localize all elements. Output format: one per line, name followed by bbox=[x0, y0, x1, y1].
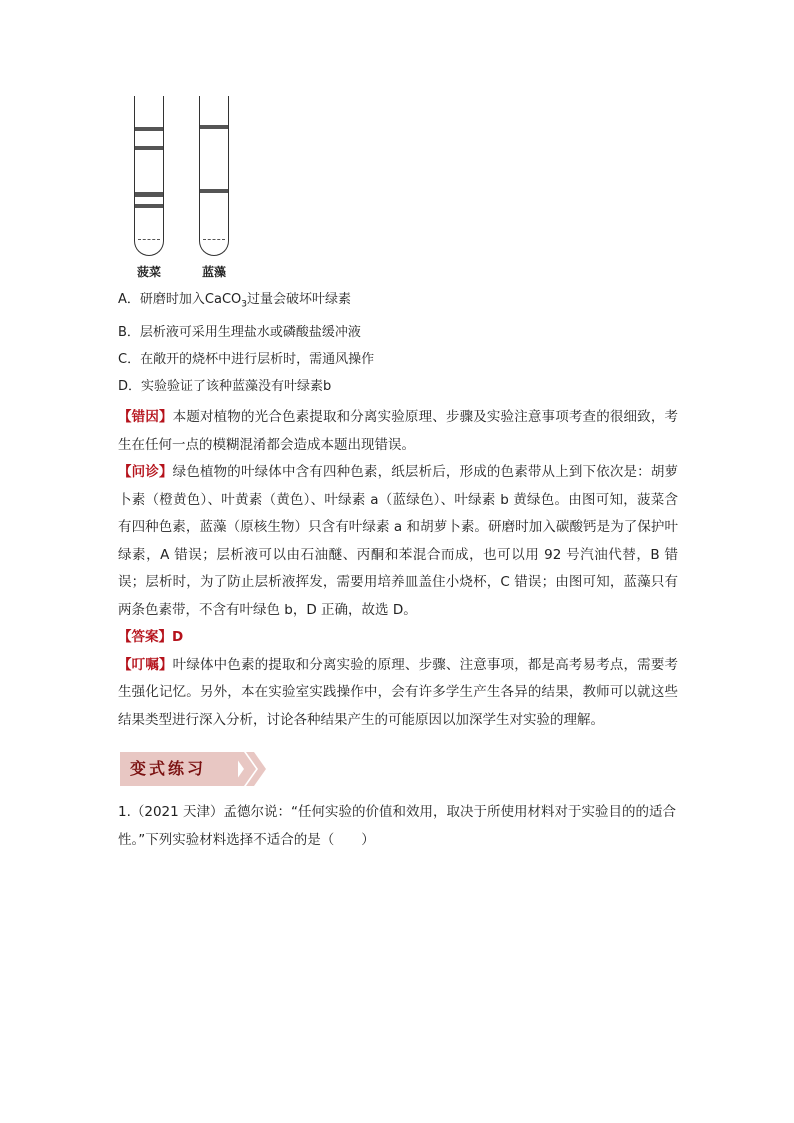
pigment-band bbox=[135, 146, 163, 150]
liquid-level bbox=[138, 239, 160, 240]
pigment-band bbox=[200, 125, 228, 129]
test-tube-figure bbox=[128, 96, 248, 286]
cyanobacteria-label: 蓝藻 bbox=[201, 265, 226, 279]
spinach-tube bbox=[134, 96, 164, 256]
pigment-band bbox=[135, 192, 163, 197]
answer: 【答案】D bbox=[118, 629, 184, 645]
banner-title: 变式练习 bbox=[120, 752, 238, 786]
analysis-section bbox=[118, 404, 678, 734]
liquid-level bbox=[203, 239, 225, 240]
error-cause: 【错因】本题对植物的光合色素提取和分离实验原理、步骤及实验注意事项考查的很细致，考生在任何一点的模糊混淆都会造成本题出现错误。 bbox=[118, 409, 679, 453]
chevron-arrow-icon bbox=[232, 752, 270, 786]
option-a: A．研磨时加入CaCO$_3$过量会破坏叶绿素 bbox=[118, 292, 352, 310]
option-c: C．在敞开的烧杯中进行层析时，需通风操作 bbox=[118, 351, 375, 367]
pigment-band bbox=[135, 204, 163, 208]
section-banner bbox=[120, 752, 270, 786]
cyanobacteria-tube bbox=[199, 96, 229, 256]
diagnosis: 【问诊】绿色植物的叶绿体中含有四种色素，纸层析后，形成的色素带从上到下依次是：胡萝卜素（橙黄色）、叶黄素（黄色）、叶绿素 a（蓝绿色）、叶绿素 b 黄绿色。由图可知，菠菜含有四种色素，蓝藻（原核生物）只含有叶绿素 a 和胡萝卜素。研磨时加入碳酸钙是为了保护叶绿素，A 错误；层析液可以由石油醚、丙酮和苯混合而成，也可以用 92 号汽油代替，B 错误；层析时，为了防止层析液挥发，需要用培养皿盖住小烧杯，C 错误；由图可知，蓝藻只有两条色素带，不含有叶绿色 b，D 正确，故选 D。 bbox=[118, 464, 679, 618]
pigment-band bbox=[135, 127, 163, 131]
reminder: 【叮嘱】叶绿体中色素的提取和分离实验的原理、步骤、注意事项，都是高考易考点，需要考生强化记忆。另外，本在实验室实践操作中，会有许多学生产生各异的结果，教师可以就这些结果类型进行深入分析，讨论各种结果产生的可能原因以加深学生对实验的理解。 bbox=[118, 656, 679, 728]
pigment-band bbox=[200, 189, 228, 193]
option-b: B．层析液可采用生理盐水或磷酸盐缓冲液 bbox=[118, 324, 361, 340]
answer-options bbox=[118, 286, 374, 400]
question-1: 1.（2021 天津）孟德尔说：“任何实验的价值和效用，取决于所使用材料对于实验目的的适合性。”下列实验材料选择不适合的是（ ） bbox=[118, 804, 677, 848]
spinach-label: 菠菜 bbox=[136, 265, 161, 279]
option-d: D．实验验证了该种蓝藻没有叶绿素b bbox=[118, 378, 332, 394]
